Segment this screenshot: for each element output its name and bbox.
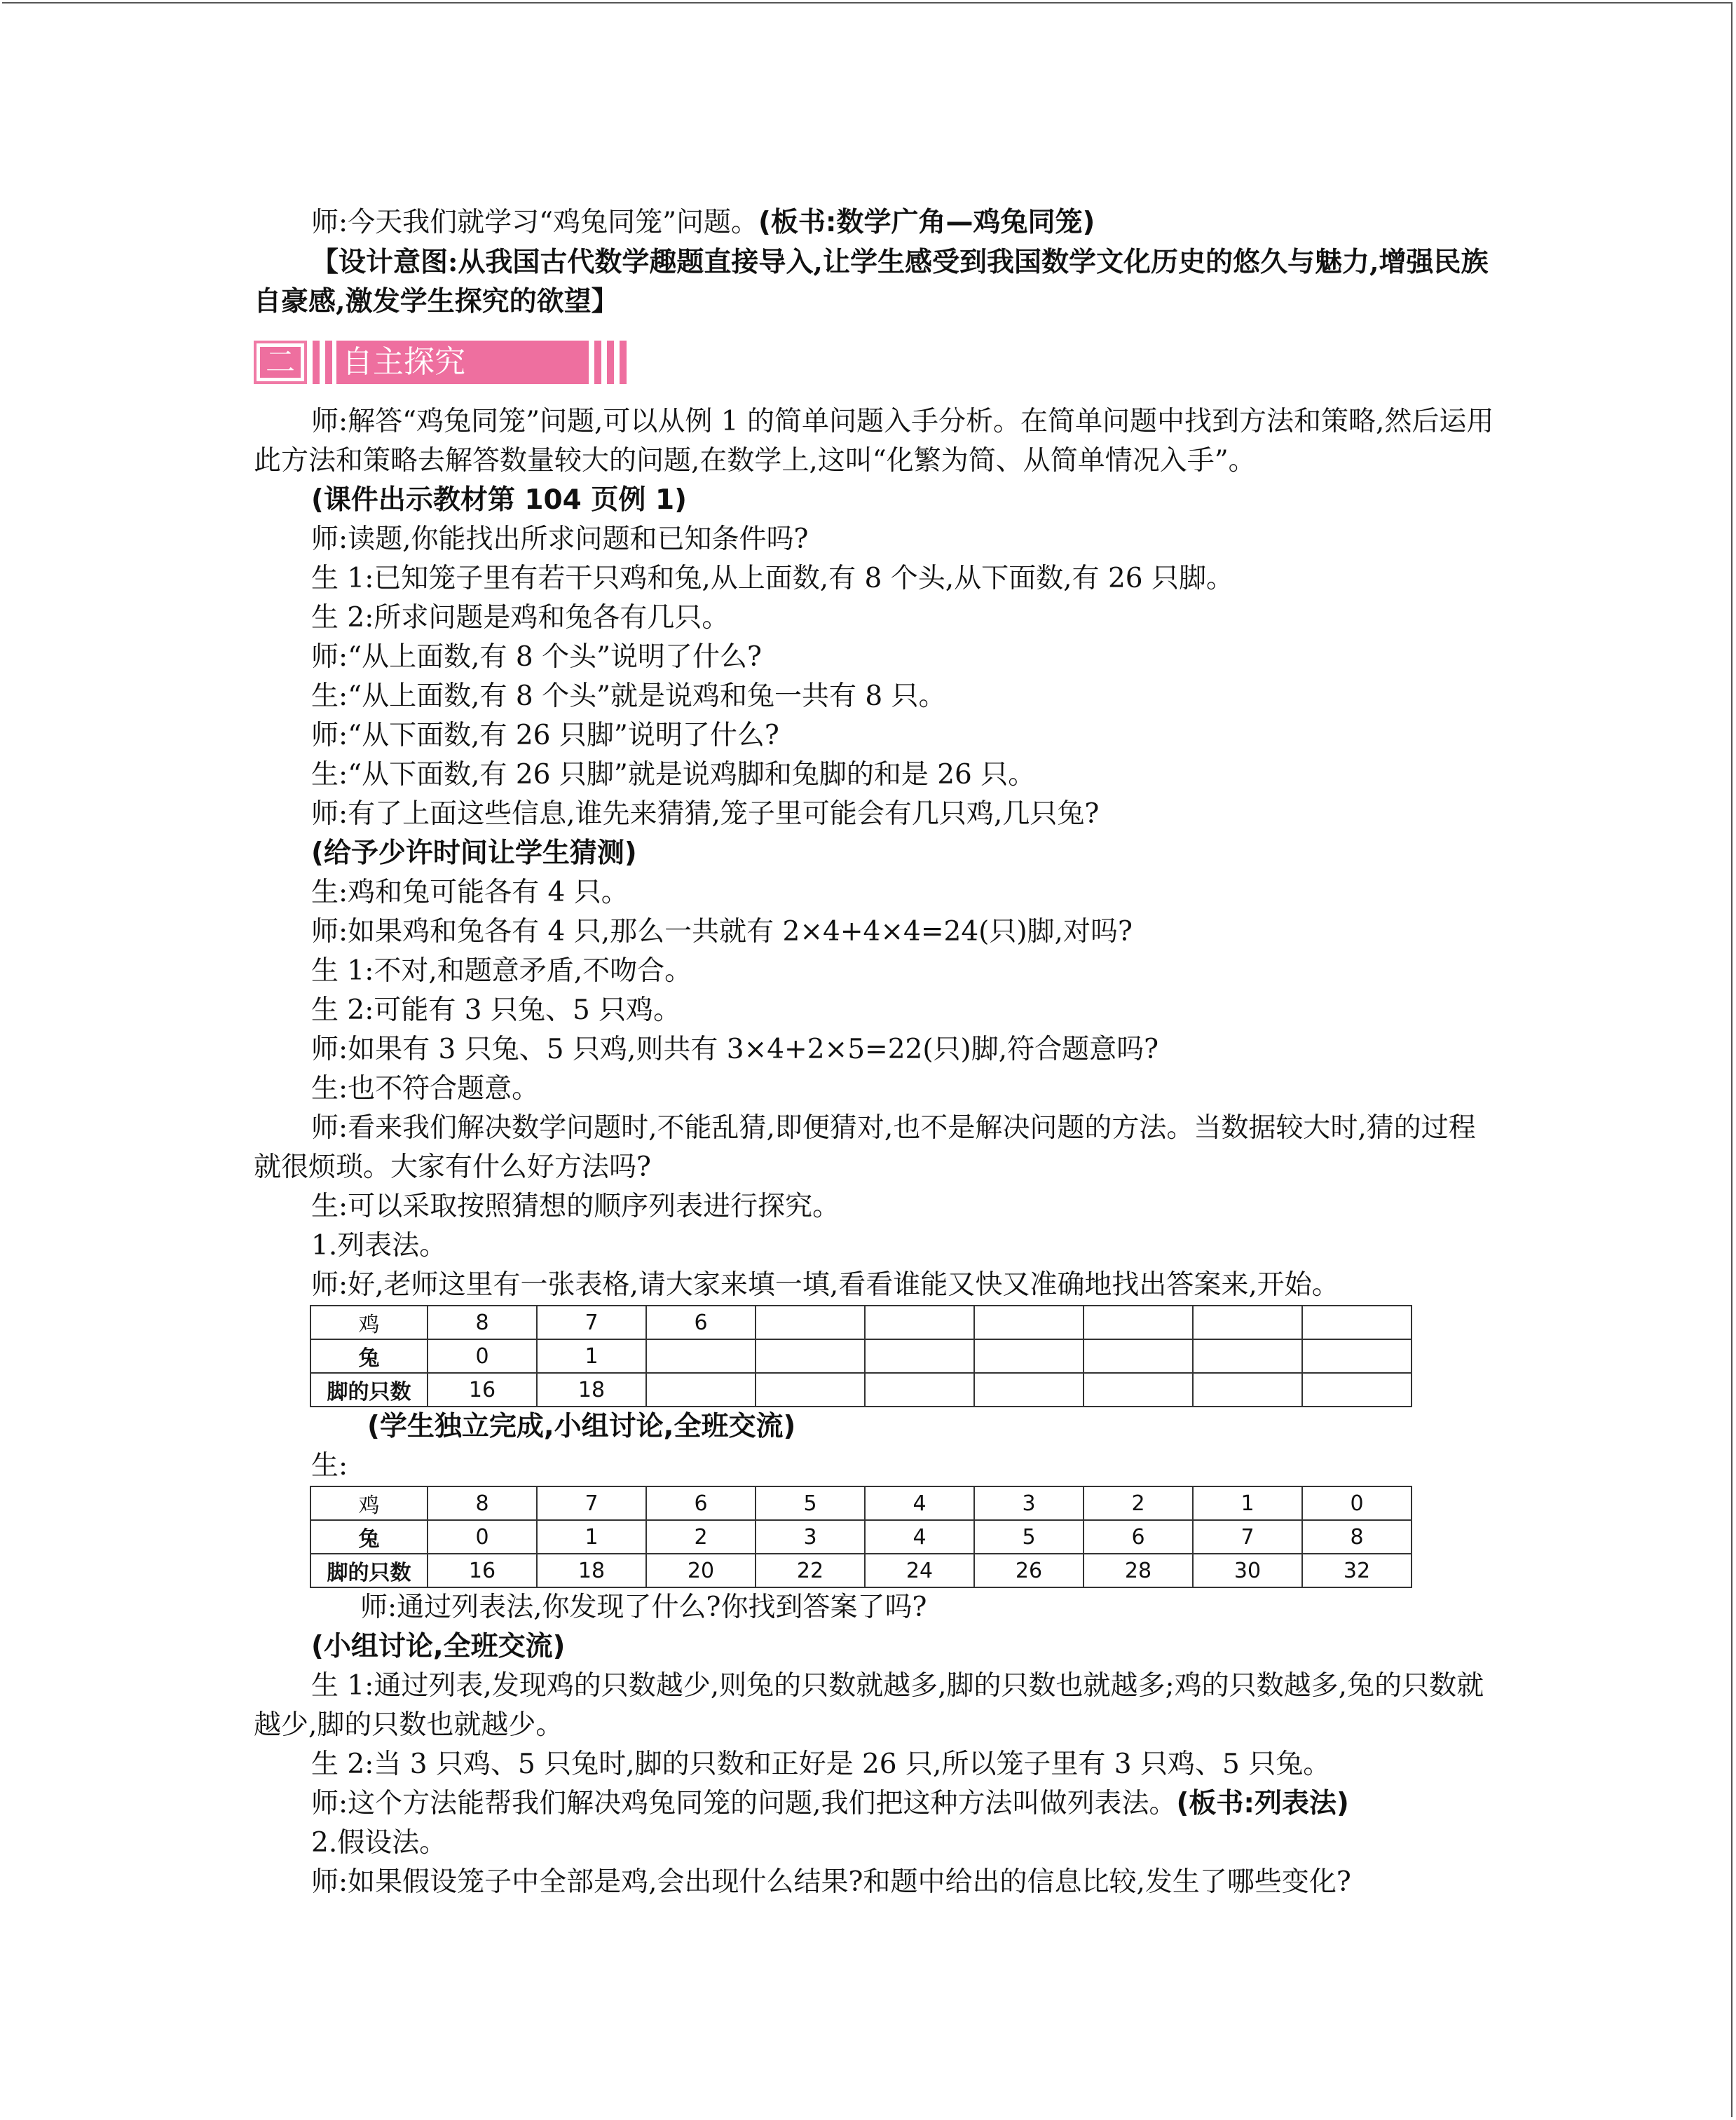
table-cell — [1302, 1373, 1412, 1407]
paragraph: 师:看来我们解决数学问题时,不能乱猜,即便猜对,也不是解决问题的方法。当数据较大时,猜的过程就很烦琐。大家有什么好方法吗? — [254, 1112, 1476, 1183]
paragraph: 生 1:不对,和题意矛盾,不吻合。 — [311, 955, 692, 987]
table-cell: 6 — [646, 1486, 756, 1520]
table-cell — [1302, 1306, 1412, 1339]
header-stripe — [313, 341, 320, 384]
table-cell: 2 — [1084, 1486, 1193, 1520]
table-cell: 4 — [865, 1486, 974, 1520]
row-header: 兔 — [310, 1339, 428, 1373]
table-cell: 1 — [1193, 1486, 1302, 1520]
table-cell — [646, 1339, 756, 1373]
paragraph: 师:如果假设笼子中全部是鸡,会出现什么结果?和题中给出的信息比较,发生了哪些变化? — [311, 1866, 1351, 1898]
paragraph: (给予少许时间让学生猜测) — [311, 837, 637, 869]
paragraph: 师:有了上面这些信息,谁先来猜猜,笼子里可能会有几只鸡,几只兔? — [311, 798, 1100, 830]
table-cell — [756, 1339, 865, 1373]
row-header: 脚的只数 — [310, 1554, 428, 1587]
table-cell: 32 — [1302, 1554, 1412, 1587]
paragraph — [254, 203, 1494, 242]
document-content — [254, 203, 1494, 1902]
table-cell — [1193, 1373, 1302, 1407]
paragraph: 生: — [311, 1450, 348, 1482]
row-header: 鸡 — [310, 1306, 428, 1339]
table-cell: 7 — [537, 1486, 646, 1520]
paragraph: 2.假设法。 — [311, 1827, 447, 1859]
paragraph: (学生独立完成,小组讨论,全班交流) — [367, 1411, 796, 1442]
paragraph: 生:也不符合题意。 — [311, 1073, 540, 1105]
chicken-rabbit-table-filled — [310, 1486, 1412, 1588]
board-note: (板书:数学广角—鸡兔同笼) — [758, 207, 1095, 238]
table-cell: 30 — [1193, 1554, 1302, 1587]
table-cell: 3 — [756, 1520, 865, 1554]
text: 师:今天我们就学习“鸡兔同笼”问题。 — [311, 207, 759, 238]
section-number-box — [254, 341, 307, 384]
table-row — [310, 1373, 1412, 1407]
table-cell — [1084, 1373, 1193, 1407]
header-stripe — [325, 341, 332, 384]
table-cell: 18 — [537, 1373, 646, 1407]
table-cell — [1193, 1306, 1302, 1339]
table-cell: 2 — [646, 1520, 756, 1554]
table-cell — [974, 1306, 1084, 1339]
row-header: 脚的只数 — [310, 1373, 428, 1407]
table-cell: 7 — [1193, 1520, 1302, 1554]
paragraph: 生:“从上面数,有 8 个头”就是说鸡和兔一共有 8 只。 — [311, 681, 946, 712]
paragraph: 1.列表法。 — [311, 1230, 447, 1261]
paragraph: 生 2:当 3 只鸡、5 只兔时,脚的只数和正好是 26 只,所以笼子里有 3 只鸡、5 只兔。 — [311, 1749, 1331, 1780]
paragraph: (小组讨论,全班交流) — [311, 1631, 566, 1662]
section-number: 二 — [260, 347, 301, 378]
table-cell — [1084, 1306, 1193, 1339]
table-cell: 5 — [974, 1520, 1084, 1554]
paragraph: 生 1:通过列表,发现鸡的只数越少,则兔的只数就越多,脚的只数也就越多;鸡的只数越多,兔的只数就越少,脚的只数也就越少。 — [254, 1670, 1484, 1741]
table-cell: 4 — [865, 1520, 974, 1554]
paragraph: 师:解答“鸡兔同笼”问题,可以从例 1 的简单问题入手分析。在简单问题中找到方法和策略,然后运用此方法和策略去解答数量较大的问题,在数学上,这叫“化繁为简、从简单情况入手”。 — [254, 406, 1494, 477]
paragraph: 师:通过列表法,你发现了什么?你找到答案了吗? — [360, 1592, 927, 1623]
table-cell — [974, 1373, 1084, 1407]
header-stripe — [607, 341, 614, 384]
header-stripe — [620, 341, 627, 384]
table-cell — [865, 1306, 974, 1339]
table-cell: 3 — [974, 1486, 1084, 1520]
table-cell: 0 — [428, 1339, 537, 1373]
table-cell — [974, 1339, 1084, 1373]
table-cell: 1 — [537, 1520, 646, 1554]
table-cell — [865, 1339, 974, 1373]
paragraph: 师:“从上面数,有 8 个头”说明了什么? — [311, 641, 762, 673]
table-cell — [1084, 1339, 1193, 1373]
table-cell: 7 — [537, 1306, 646, 1339]
table-cell: 24 — [865, 1554, 974, 1587]
table-cell: 26 — [974, 1554, 1084, 1587]
table-cell: 16 — [428, 1373, 537, 1407]
design-intent: 【设计意图:从我国古代数学趣题直接导入,让学生感受到我国数学文化历史的悠久与魅力,增强民族自豪感,激发学生探究的欲望】 — [254, 246, 1489, 317]
paragraph — [254, 1784, 1494, 1824]
table-row — [310, 1306, 1412, 1339]
table-cell — [646, 1373, 756, 1407]
section-title: 自主探究 — [336, 341, 589, 384]
chicken-rabbit-table-blank — [310, 1305, 1412, 1407]
table-cell: 18 — [537, 1554, 646, 1587]
table-cell: 16 — [428, 1554, 537, 1587]
paragraph: 生:鸡和兔可能各有 4 只。 — [311, 877, 629, 908]
text: 师:这个方法能帮我们解决鸡兔同笼的问题,我们把这种方法叫做列表法。 — [311, 1788, 1177, 1819]
table-cell — [1193, 1339, 1302, 1373]
table-cell: 5 — [756, 1486, 865, 1520]
table-row — [310, 1339, 1412, 1373]
table-cell: 8 — [428, 1486, 537, 1520]
table-cell — [1302, 1339, 1412, 1373]
table-row — [310, 1554, 1412, 1587]
row-header: 鸡 — [310, 1486, 428, 1520]
table-cell: 6 — [646, 1306, 756, 1339]
paragraph: 生 2:可能有 3 只兔、5 只鸡。 — [311, 994, 681, 1026]
table-cell — [756, 1373, 865, 1407]
table-cell: 6 — [1084, 1520, 1193, 1554]
paragraph: 师:好,老师这里有一张表格,请大家来填一填,看看谁能又快又准确地找出答案来,开始。 — [311, 1269, 1339, 1301]
table-cell — [756, 1306, 865, 1339]
row-header: 兔 — [310, 1520, 428, 1554]
table-cell: 28 — [1084, 1554, 1193, 1587]
paragraph: 生 2:所求问题是鸡和兔各有几只。 — [311, 602, 730, 634]
paragraph: 生:可以采取按照猜想的顺序列表进行探究。 — [311, 1191, 840, 1222]
table-cell: 0 — [1302, 1486, 1412, 1520]
paragraph: 生:“从下面数,有 26 只脚”就是说鸡脚和兔脚的和是 26 只。 — [311, 759, 1036, 791]
paragraph: 师:如果有 3 只兔、5 只鸡,则共有 3×4+2×5=22(只)脚,符合题意吗? — [311, 1034, 1159, 1065]
paragraph: 师:“从下面数,有 26 只脚”说明了什么? — [311, 720, 779, 751]
table-cell: 8 — [1302, 1520, 1412, 1554]
table-row — [310, 1486, 1412, 1520]
table-cell: 20 — [646, 1554, 756, 1587]
table-cell: 1 — [537, 1339, 646, 1373]
table-cell: 0 — [428, 1520, 537, 1554]
board-note: (板书:列表法) — [1176, 1788, 1349, 1819]
section-header — [254, 341, 636, 384]
paragraph: 师:如果鸡和兔各有 4 只,那么一共就有 2×4+4×4=24(只)脚,对吗? — [311, 916, 1133, 948]
paragraph: 生 1:已知笼子里有若干只鸡和兔,从上面数,有 8 个头,从下面数,有 26 只脚。 — [311, 563, 1233, 594]
paragraph: (课件出示教材第 104 页例 1) — [311, 484, 687, 516]
table-row — [310, 1520, 1412, 1554]
header-stripe — [594, 341, 601, 384]
table-cell — [865, 1373, 974, 1407]
paragraph: 师:读题,你能找出所求问题和已知条件吗? — [311, 524, 809, 555]
table-cell: 8 — [428, 1306, 537, 1339]
table-cell: 22 — [756, 1554, 865, 1587]
